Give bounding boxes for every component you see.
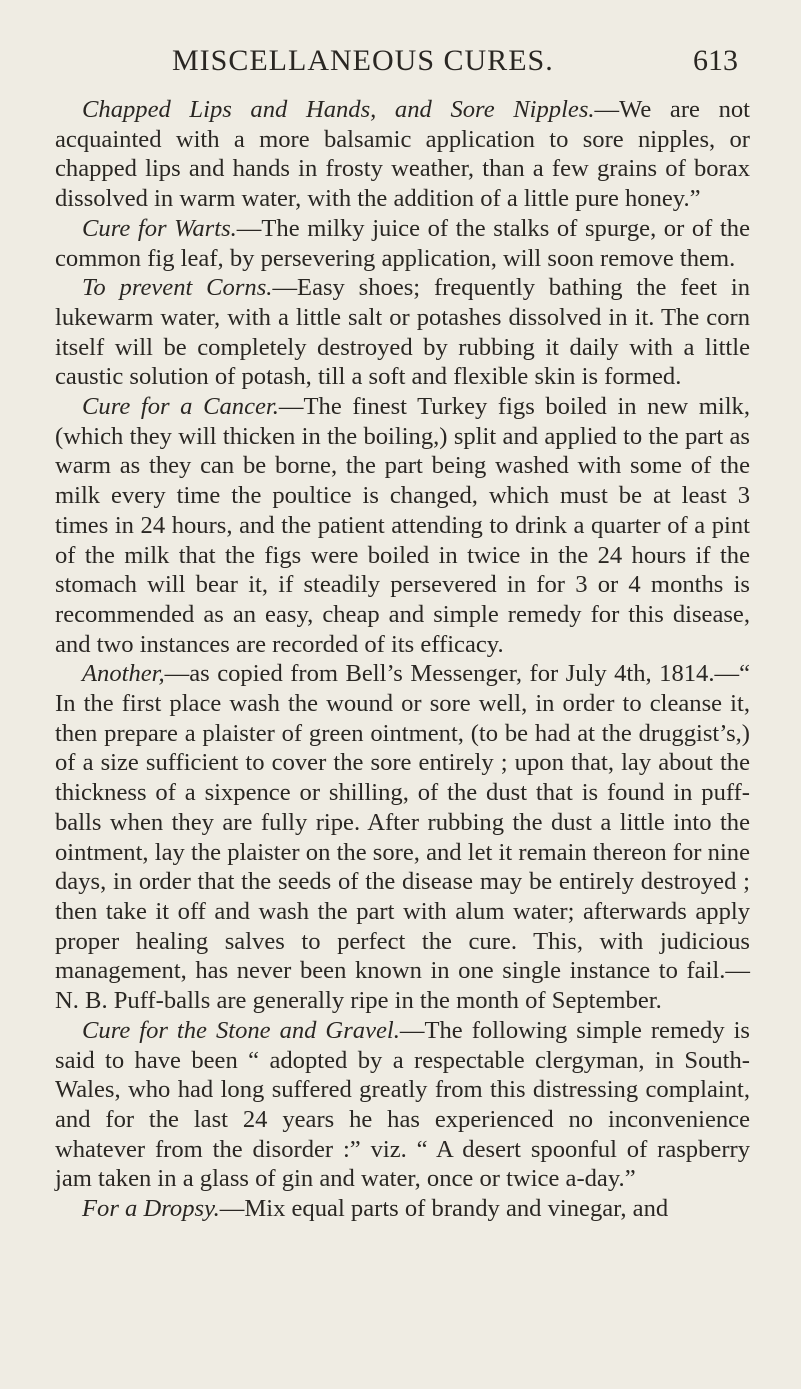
paragraph-text: —Easy shoes; frequently bathing the feet in lukewarm water, with a little salt or potashes dissolved in it. The corn itself will be completely destroyed by rubbing it daily with a little caustic solution of potash, till a soft and flexible skin is formed. — [55, 274, 751, 391]
paragraph-dropsy — [55, 1194, 750, 1224]
paragraph-text: —as copied from Bell’s Messenger, for July 4th, 1814.—“ In the first place wash the wound or sore well, in order to cleanse it, then prepare a plaister of green ointment, (to be had at the druggist’s,) of a size sufficient to cover the sore entirely ; upon that, lay about the thickness of a sixpence or shilling, of the dust that is found in puff-balls when they are fully ripe. After rubbing the dust a little into the ointment, lay the plaister on the sore, and let it remain thereon for nine days, in order that the seeds of the disease may be entirely destroyed ; then take it off and wash the part with alum water; afterwards apply proper healing salves to perfect the cure. This, with judicious management, has never been known in one single instance to fail.— N. B. Puff-balls are generally ripe in the month of September. — [55, 660, 750, 1015]
paragraph-text: —The following simple remedy is said to have been “ adopted by a respectable clergyman, in South-Wales, who had long suffered greatly from this distressing complaint, and for the last 24 years he has experienced no inconvenience whatever from the disorder :” viz. “ A desert spoonful of raspberry jam taken in a glass of gin and water, once or twice a-day.” — [55, 1016, 750, 1193]
paragraph-cancer — [55, 392, 750, 659]
paragraph-heading: Chapped Lips and Hands, and Sore Nipples. — [82, 96, 595, 123]
paragraph-chapped-lips — [55, 95, 750, 214]
paragraph-heading: Another, — [82, 660, 165, 688]
paragraph-corns — [55, 273, 750, 392]
paragraph-text: —We are not acquainted with a more balsamic application to sore nipples, or chapped lips and hands in frosty weather, than a few grains of borax dissolved in warm water, with the addition of a little pure honey.” — [55, 96, 750, 213]
paragraph-heading: Cure for Warts. — [82, 214, 237, 242]
body-text — [55, 95, 750, 1224]
paragraph-heading: Cure for the Stone and Gravel. — [82, 1016, 400, 1044]
paragraph-text: —Mix equal parts of brandy and vinegar, and — [219, 1195, 669, 1223]
page-number: 613 — [693, 44, 738, 77]
running-title: MISCELLANEOUS CURES. — [172, 44, 554, 77]
paragraph-heading: To prevent Corns. — [82, 274, 273, 302]
paragraph-another — [55, 659, 750, 1015]
page-header — [0, 44, 801, 76]
paragraph-heading: Cure for a Cancer. — [82, 393, 279, 421]
paragraph-stone-gravel — [55, 1016, 750, 1194]
paragraph-heading: For a Dropsy. — [82, 1195, 220, 1223]
paragraph-warts — [55, 214, 750, 273]
paragraph-text: —The finest Turkey figs boiled in new milk, (which they will thicken in the boiling,) split and applied to the part as warm as they can be borne, the part being washed with some of the milk every time the poultice is changed, which must be at least 3 times in 24 hours, and the patient attending to drink a quarter of a pint of the milk that the figs were boiled in twice in the 24 hours if the stomach will bear it, if steadily persevered in for 3 or 4 months is recommended as an easy, cheap and simple remedy for this disease, and two instances are recorded of its efficacy. — [55, 393, 750, 658]
paragraph-text: —The milky juice of the stalks of spurge, or of the common fig leaf, by persevering application, will soon remove them. — [55, 214, 750, 272]
